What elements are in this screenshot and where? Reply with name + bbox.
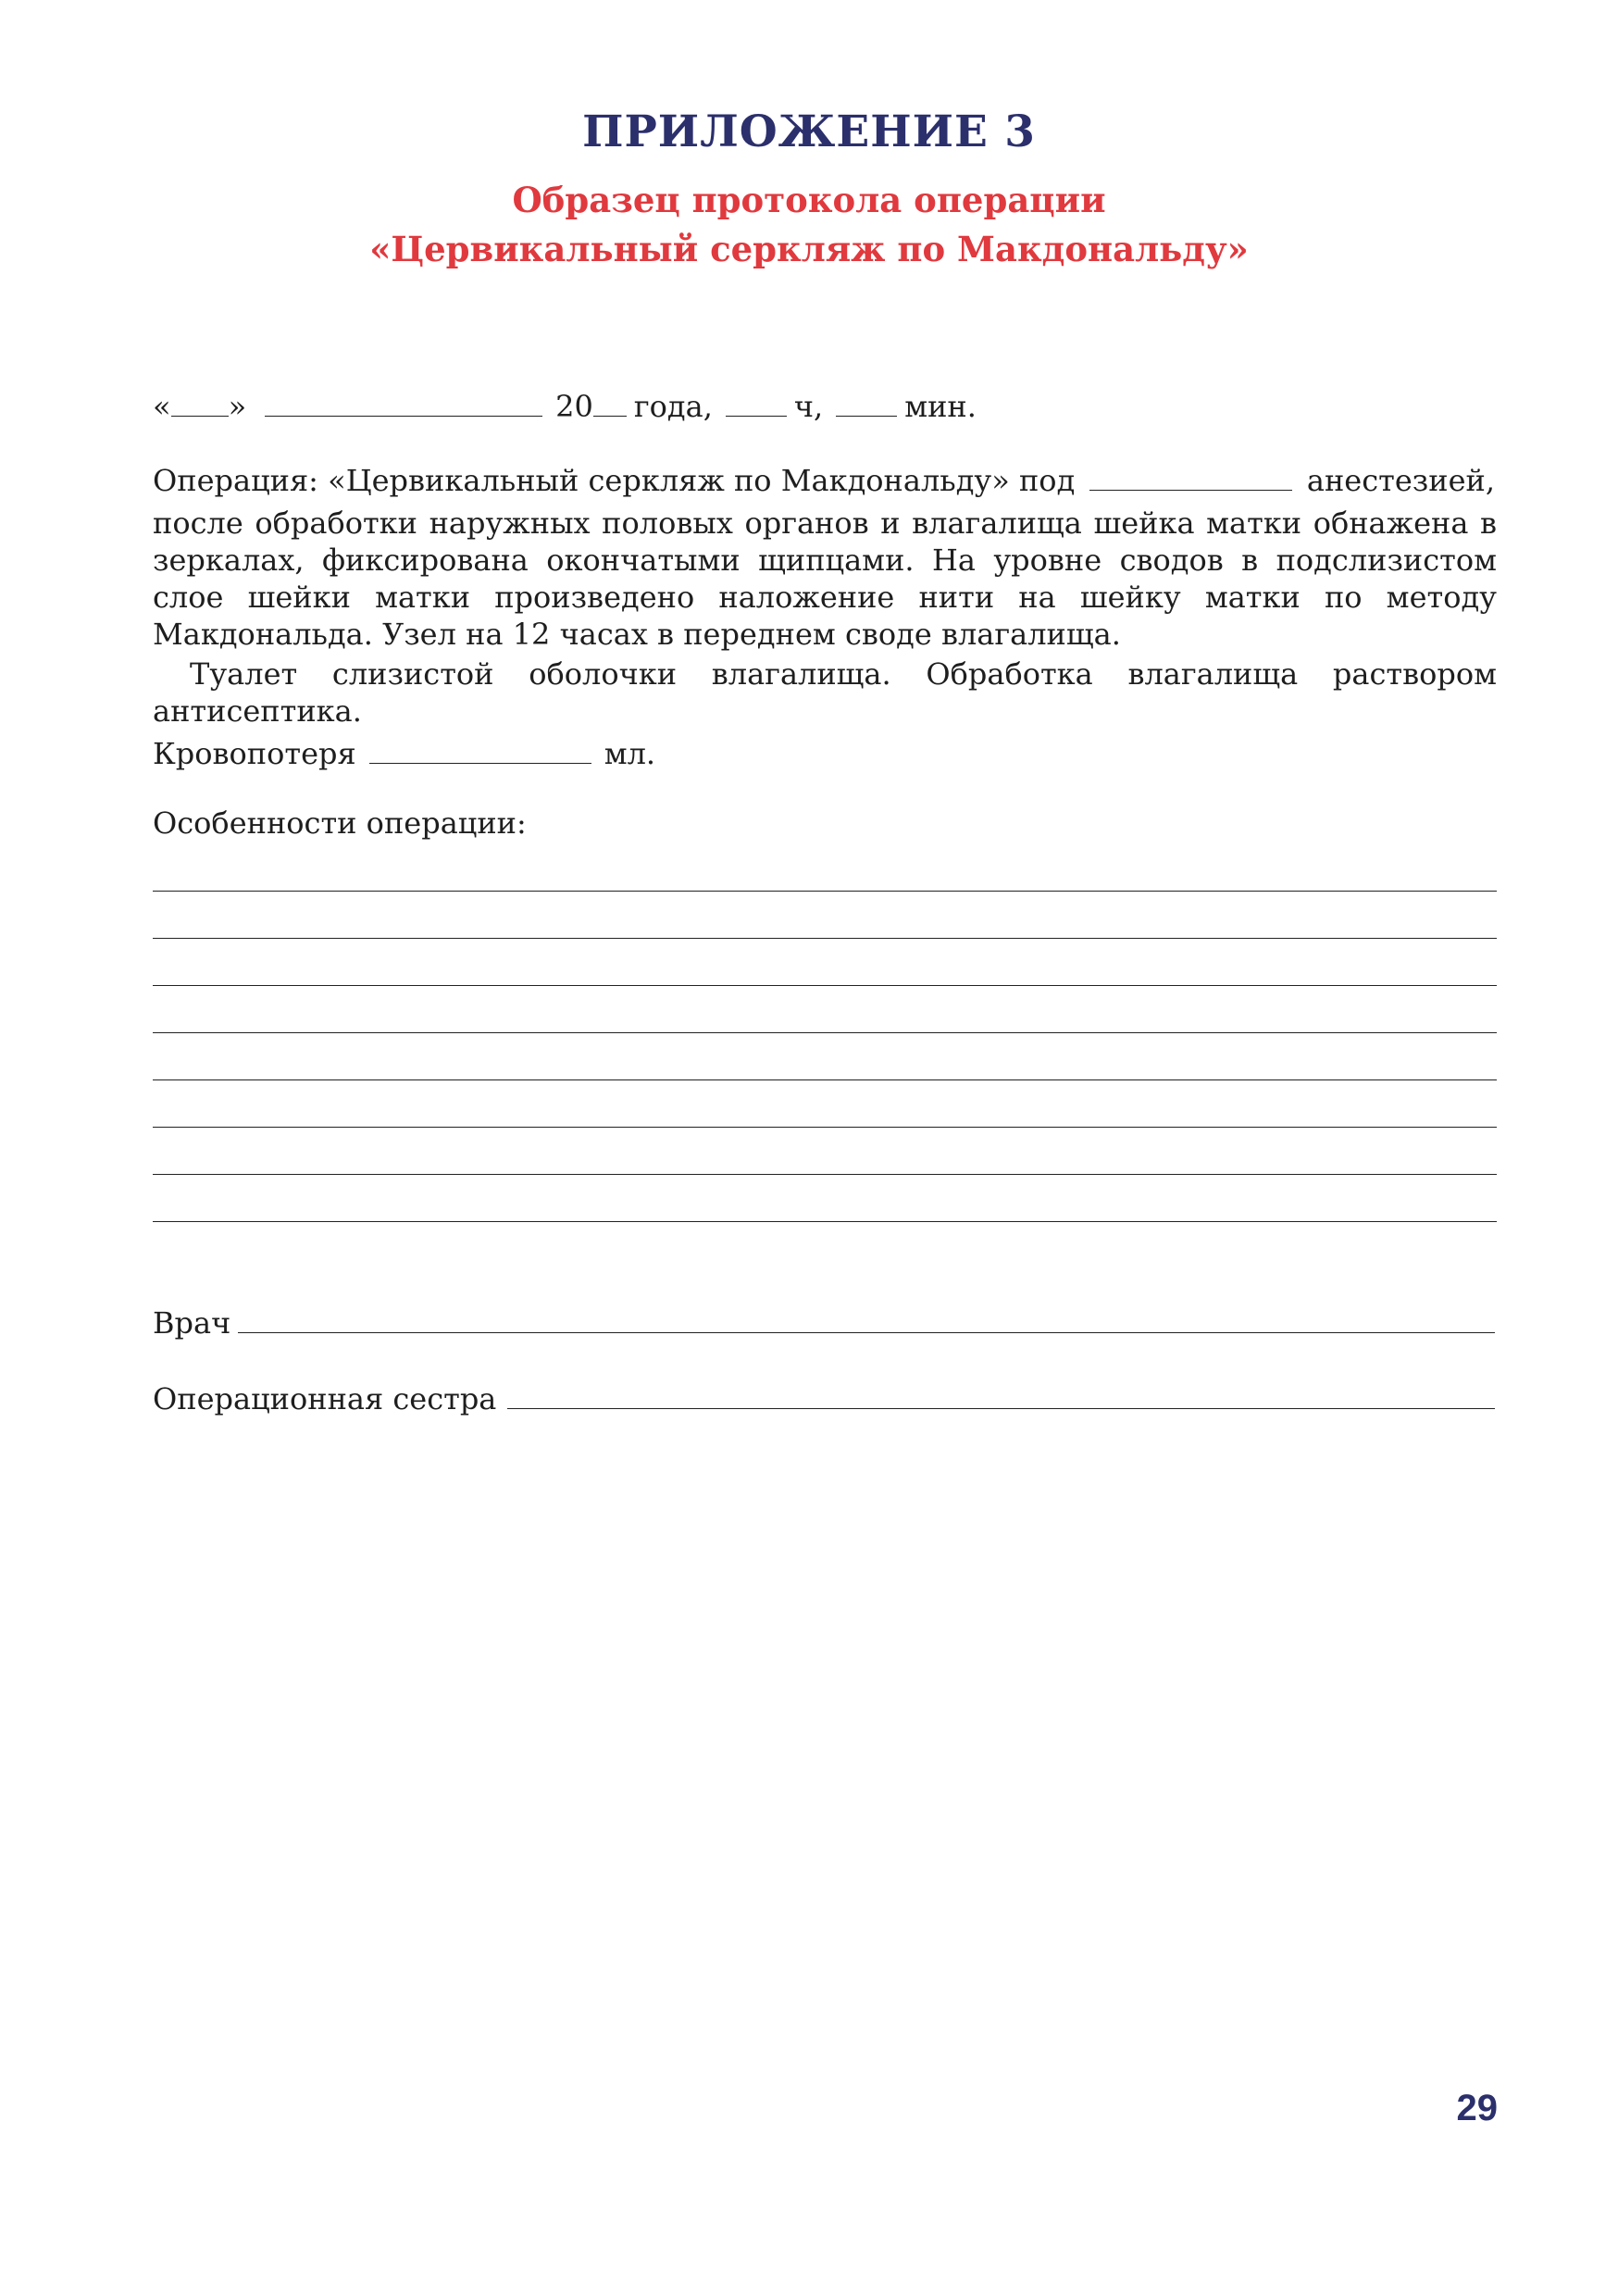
- blood-loss-label: Кровопотеря: [153, 736, 356, 771]
- nurse-label: Операционная сестра: [153, 1381, 497, 1416]
- features-line[interactable]: [153, 1032, 1497, 1033]
- features-line[interactable]: [153, 891, 1497, 892]
- subtitle-line-2: «Цервикальный серкляж по Макдональду»: [369, 229, 1249, 269]
- page-number: 29: [1456, 2088, 1498, 2128]
- minute-unit: мин.: [904, 389, 977, 424]
- doctor-label: Врач: [153, 1305, 231, 1341]
- anesthesia-field[interactable]: [1089, 489, 1292, 491]
- nurse-signature-line: [153, 1381, 1495, 1416]
- blood-loss-line: [153, 736, 1495, 771]
- features-heading: [153, 805, 1495, 841]
- day-field[interactable]: [171, 415, 229, 417]
- toilet-paragraph: Туалет слизистой оболочки влагалища. Обработка влагалища раствором антисептика.: [153, 656, 1497, 729]
- features-line[interactable]: [153, 1127, 1497, 1128]
- features-line[interactable]: [153, 938, 1497, 939]
- open-quote: «: [153, 389, 171, 424]
- year-prefix: 20: [555, 389, 593, 424]
- nurse-signature-field[interactable]: [507, 1407, 1495, 1409]
- features-line[interactable]: [153, 1174, 1497, 1175]
- operation-prefix: Операция: «Цервикальный серкляж по Макдональду» под: [153, 463, 1076, 498]
- operation-description: после обработки наружных половых органов и влагалища шейка матки обнажена в зеркалах, фиксирована окончатыми щипцами. На уровне сводов в подслизистом слое шейки матки произведено наложение нити на шейку матки по методу Макдональда. Узел на 12 часах в переднем своде влагалища.: [153, 505, 1497, 652]
- year-suffix: года,: [633, 389, 713, 424]
- hour-unit: ч,: [793, 389, 824, 424]
- document-subtitle: [0, 176, 1618, 274]
- appendix-title: ПРИЛОЖЕНИЕ 3: [582, 106, 1036, 157]
- blood-loss-field[interactable]: [369, 762, 591, 764]
- features-line[interactable]: [153, 985, 1497, 986]
- blood-loss-unit: мл.: [604, 736, 656, 771]
- features-line[interactable]: [153, 1079, 1497, 1080]
- subtitle-line-1: Образец протокола операции: [512, 180, 1106, 220]
- month-field[interactable]: [265, 415, 542, 417]
- operation-first-line: [153, 463, 1495, 498]
- doctor-signature-line: [153, 1305, 1495, 1341]
- hour-field[interactable]: [726, 415, 787, 417]
- close-quote: »: [228, 389, 247, 424]
- year-field[interactable]: [593, 415, 627, 417]
- doctor-signature-field[interactable]: [238, 1331, 1495, 1333]
- anesthesia-suffix: анестезией,: [1306, 463, 1495, 498]
- features-label: Особенности операции:: [153, 805, 527, 841]
- features-line[interactable]: [153, 1221, 1497, 1222]
- date-line: [153, 389, 1495, 424]
- minute-field[interactable]: [836, 415, 897, 417]
